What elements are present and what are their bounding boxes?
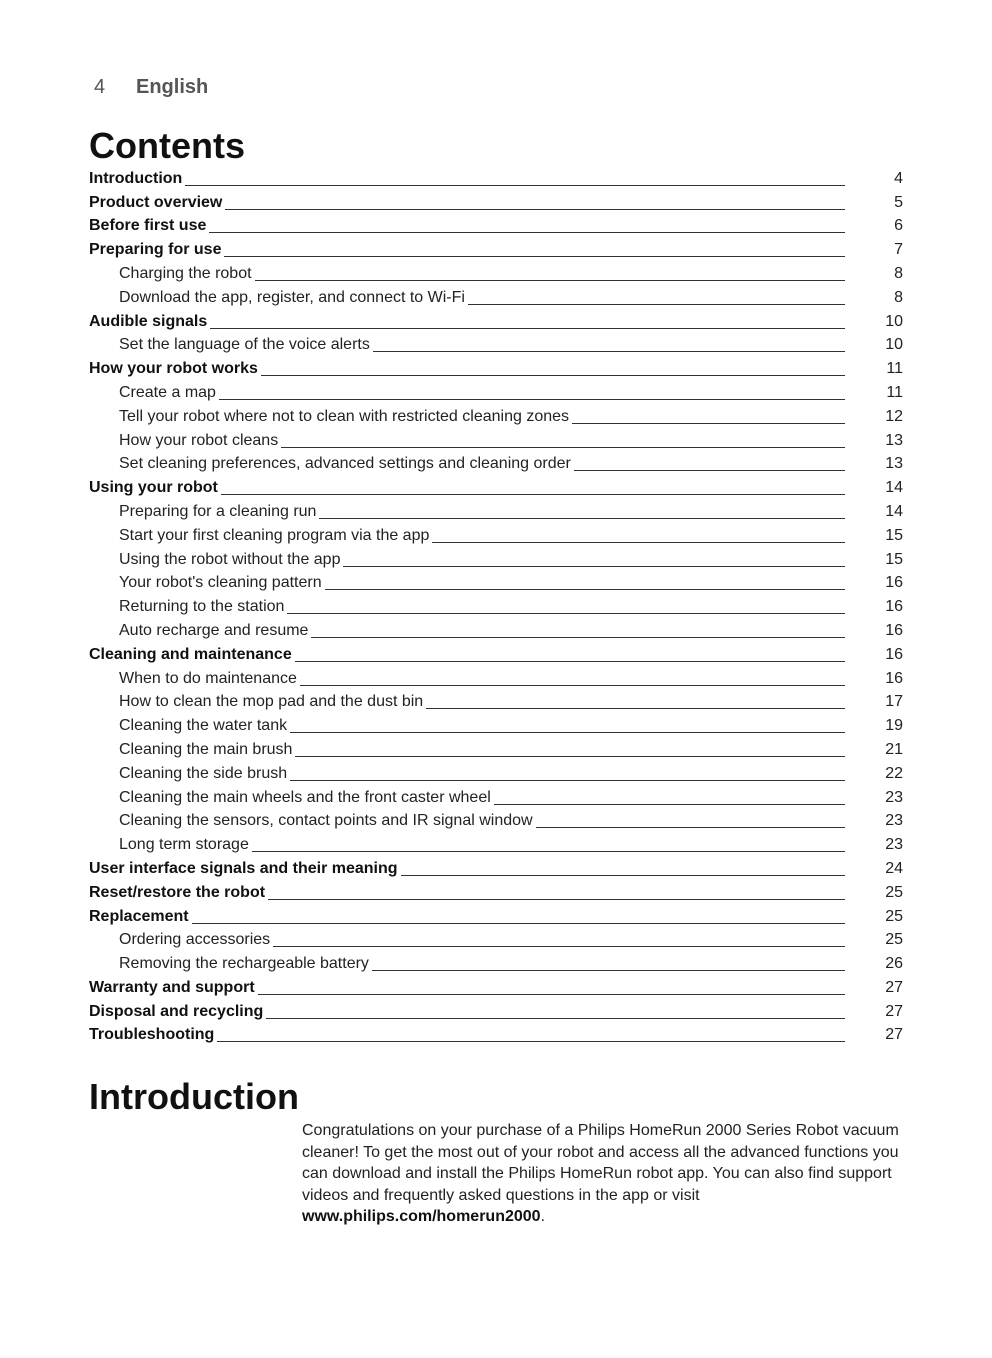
toc-entry[interactable] [89,928,903,952]
toc-entry-label: Disposal and recycling [89,1002,264,1020]
toc-entry-label: Product overview [89,193,223,211]
toc-entry[interactable] [89,356,903,380]
toc-leader-line [401,874,845,876]
toc-entry[interactable] [89,428,903,452]
introduction-text: Congratulations on your purchase of a Philips HomeRun 2000 Series Robot vacuum cleaner! To get the most out of your robot and access all the advanced functions you can download and install the Philips HomeRun robot app. You can also find support videos and frequently asked questions in the app or visit [302,1122,899,1204]
toc-entry-page: 12 [885,407,903,425]
toc-leader-line [426,707,845,709]
toc-entry-label: How to clean the mop pad and the dust bin [119,693,424,711]
toc-entry[interactable] [89,832,903,856]
introduction-trailing: . [540,1208,546,1226]
toc-entry-page: 13 [885,431,903,449]
toc-leader-line [295,755,845,757]
toc-entry-label: Set the language of the voice alerts [119,336,370,354]
toc-entry-label: User interface signals and their meaning [89,859,398,877]
toc-entry-page: 10 [885,312,903,330]
toc-entry[interactable] [89,285,903,309]
toc-entry-page: 15 [885,526,903,544]
toc-leader-line [273,945,845,947]
toc-leader-line [221,493,845,495]
toc-entry-page: 5 [894,193,903,211]
toc-entry-page: 14 [885,479,903,497]
toc-entry[interactable] [89,237,903,261]
toc-leader-line [258,993,845,995]
toc-entry-page: 23 [885,788,903,806]
toc-entry-label: Download the app, register, and connect to Wi-Fi [119,288,465,306]
toc-entry[interactable] [89,261,903,285]
toc-leader-line [219,398,845,400]
toc-entry-label: Cleaning the main brush [119,740,293,758]
toc-entry[interactable] [89,618,903,642]
toc-entry-page: 25 [885,931,903,949]
toc-entry-page: 19 [885,717,903,735]
toc-entry[interactable] [89,190,903,214]
introduction-paragraph [302,1120,907,1228]
toc-entry-page: 11 [886,360,903,378]
toc-entry-page: 16 [885,669,903,687]
toc-entry-label: Cleaning and maintenance [89,645,292,663]
toc-entry[interactable] [89,737,903,761]
toc-leader-line [210,327,845,329]
toc-entry-page: 16 [885,621,903,639]
toc-leader-line [268,898,845,900]
toc-entry-label: Warranty and support [89,978,255,996]
toc-entry[interactable] [89,809,903,833]
toc-entry-label: Before first use [89,217,207,235]
toc-entry[interactable] [89,333,903,357]
toc-entry[interactable] [89,166,903,190]
toc-leader-line [373,350,845,352]
toc-leader-line [252,850,845,852]
toc-entry-page: 10 [885,336,903,354]
toc-entry-page: 21 [885,740,903,758]
toc-entry-label: Create a map [119,383,216,401]
toc-leader-line [224,255,845,257]
toc-entry-page: 22 [885,764,903,782]
toc-entry[interactable] [89,452,903,476]
toc-entry[interactable] [89,785,903,809]
toc-entry-page: 23 [885,836,903,854]
toc-entry[interactable] [89,594,903,618]
toc-leader-line [494,803,845,805]
page-header [94,76,208,106]
toc-entry-label: Auto recharge and resume [119,621,309,639]
contents-title: Contents [89,125,245,166]
toc-leader-line [261,374,845,376]
toc-entry-label: Audible signals [89,312,208,330]
toc-entry-page: 26 [885,955,903,973]
toc-entry-page: 27 [885,1002,903,1020]
toc-entry[interactable] [89,761,903,785]
toc-entry[interactable] [89,666,903,690]
toc-entry[interactable] [89,571,903,595]
toc-entry-label: Cleaning the main wheels and the front caster wheel [119,788,491,806]
toc-entry-label: Preparing for use [89,241,222,259]
toc-entry-page: 25 [885,883,903,901]
toc-entry[interactable] [89,547,903,571]
toc-entry-label: Your robot's cleaning pattern [119,574,322,592]
toc-entry[interactable] [89,904,903,928]
toc-leader-line [281,446,845,448]
toc-leader-line [290,779,845,781]
toc-entry-label: Introduction [89,169,183,187]
toc-entry-page: 24 [885,859,903,877]
toc-entry-label: Cleaning the sensors, contact points and IR signal window [119,812,533,830]
toc-leader-line [290,731,845,733]
toc-entry-page: 16 [885,598,903,616]
toc-entry[interactable] [89,523,903,547]
toc-entry-page: 4 [894,169,903,187]
toc-entry-label: Returning to the station [119,598,285,616]
toc-entry[interactable] [89,642,903,666]
toc-entry-page: 13 [885,455,903,473]
toc-entry-label: Troubleshooting [89,1026,215,1044]
toc-entry-label: How your robot cleans [119,431,279,449]
toc-entry-label: Using your robot [89,479,218,497]
toc-entry-label: How your robot works [89,360,258,378]
toc-entry-page: 14 [885,502,903,520]
toc-leader-line [343,565,845,567]
toc-leader-line [432,541,845,543]
toc-entry-label: Cleaning the side brush [119,764,288,782]
page-number: 4 [94,76,106,98]
toc-leader-line [468,303,845,305]
support-url-link[interactable]: www.philips.com/homerun2000 [302,1208,541,1226]
toc-entry[interactable] [89,951,903,975]
toc-entry-page: 27 [885,978,903,996]
toc-leader-line [311,636,845,638]
toc-leader-line [325,588,845,590]
toc-leader-line [217,1040,845,1042]
toc-entry[interactable] [89,975,903,999]
toc-entry[interactable] [89,380,903,404]
toc-leader-line [225,208,845,210]
toc-entry[interactable] [89,880,903,904]
toc-leader-line [536,826,845,828]
toc-entry-label: Removing the rechargeable battery [119,955,369,973]
toc-entry[interactable] [89,856,903,880]
toc-leader-line [192,922,845,924]
toc-entry[interactable] [89,475,903,499]
toc-entry-label: Long term storage [119,836,249,854]
toc-leader-line [255,279,845,281]
toc-entry-page: 23 [885,812,903,830]
toc-leader-line [572,422,845,424]
toc-entry[interactable] [89,690,903,714]
toc-entry-page: 16 [885,645,903,663]
toc-entry-label: Charging the robot [119,264,252,282]
toc-leader-line [185,184,845,186]
toc-leader-line [300,684,845,686]
toc-entry-label: When to do maintenance [119,669,297,687]
toc-entry-label: Replacement [89,907,189,925]
table-of-contents [89,166,903,1046]
language-label: English [136,76,209,98]
toc-leader-line [574,469,845,471]
introduction-title: Introduction [89,1076,299,1117]
toc-entry[interactable] [89,404,903,428]
toc-entry-page: 6 [894,217,903,235]
toc-entry-page: 27 [885,1026,903,1044]
toc-leader-line [372,969,845,971]
toc-entry[interactable] [89,713,903,737]
toc-entry-label: Preparing for a cleaning run [119,502,317,520]
toc-leader-line [295,660,845,662]
toc-entry-label: Tell your robot where not to clean with restricted cleaning zones [119,407,570,425]
toc-leader-line [209,231,845,233]
toc-entry-page: 25 [885,907,903,925]
toc-entry-label: Cleaning the water tank [119,717,288,735]
toc-entry-label: Using the robot without the app [119,550,341,568]
toc-entry-label: Reset/restore the robot [89,883,266,901]
toc-entry[interactable] [89,309,903,333]
toc-entry-page: 8 [894,288,903,306]
toc-leader-line [319,517,845,519]
toc-entry-page: 11 [886,383,903,401]
toc-leader-line [266,1017,845,1019]
toc-entry[interactable] [89,1023,903,1047]
toc-entry-page: 8 [894,264,903,282]
toc-entry-label: Ordering accessories [119,931,271,949]
toc-entry-page: 17 [885,693,903,711]
toc-entry-label: Set cleaning preferences, advanced settings and cleaning order [119,455,571,473]
toc-entry[interactable] [89,214,903,238]
toc-entry[interactable] [89,999,903,1023]
toc-entry-page: 7 [894,241,903,259]
toc-entry[interactable] [89,499,903,523]
toc-entry-label: Start your first cleaning program via the app [119,526,430,544]
toc-entry-page: 15 [885,550,903,568]
toc-entry-page: 16 [885,574,903,592]
toc-leader-line [287,612,845,614]
